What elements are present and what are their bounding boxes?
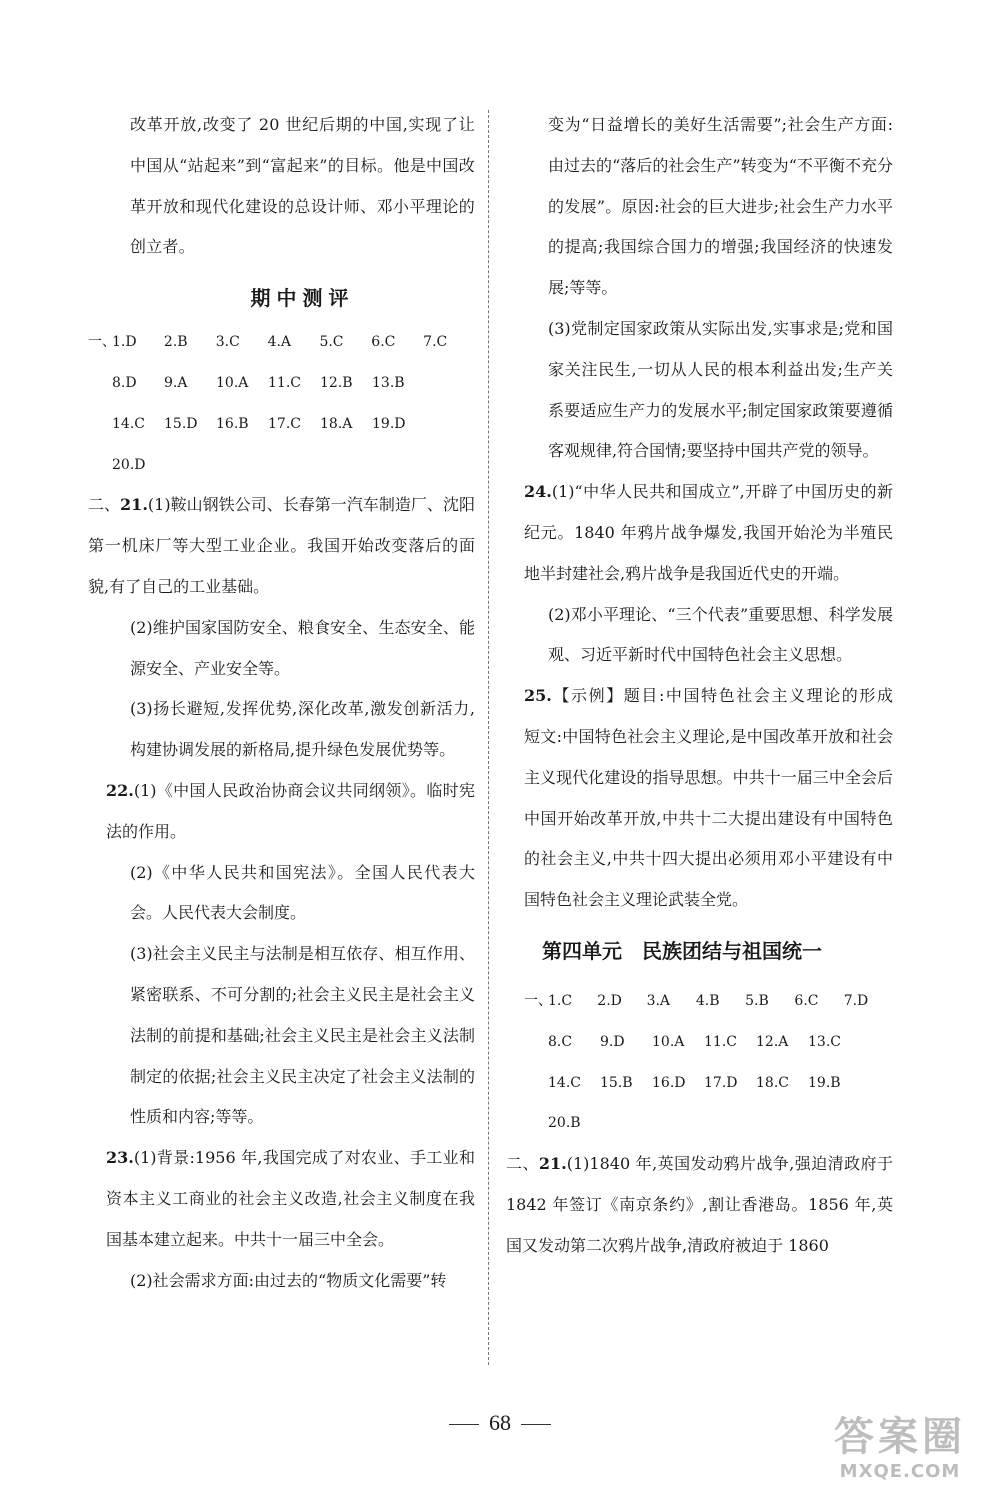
site-watermark-logo: 答案圈 MXQE.COM xyxy=(834,1414,966,1482)
mc-answer: 18.A xyxy=(320,415,353,432)
mc-answer: 9.A xyxy=(164,374,188,391)
mc-answer: 16.D xyxy=(652,1074,686,1091)
mc-answer: 8.D xyxy=(112,374,137,391)
section-title-midterm: 期中测评 xyxy=(250,286,355,311)
q24-part2: (2)邓小平理论、“三个代表”重要思想、科学发展观、习近平新时代中国特色社会主义思想。 xyxy=(548,604,893,665)
right-column xyxy=(506,105,910,1267)
mc-answer: 20.D xyxy=(112,456,146,473)
mc-answer: 10.A xyxy=(652,1033,685,1050)
mc-answer: 12.B xyxy=(320,374,353,391)
q22-part2: (2)《中华人民共和国宪法》。全国人民代表大会。人民代表大会制度。 xyxy=(130,862,475,923)
mc-answers-unit4 xyxy=(524,981,893,1144)
mc-answer: 19.B xyxy=(808,1074,841,1091)
mc-answer: 15.D xyxy=(164,415,198,432)
intro-paragraph: 改革开放,改变了 20 世纪后期的中国,实现了让中国从“站起来”到“富起来”的目标。他是中国改革开放和现代化建设的总设计师、邓小平理论的创立者。 xyxy=(130,115,475,257)
mc-answer: 10.A xyxy=(216,374,249,391)
mc-answer: 18.C xyxy=(756,1074,789,1091)
mc-answer: 6.C xyxy=(371,334,396,351)
mc-row xyxy=(88,363,475,404)
q23-part2-cont: 变为“日益增长的美好生活需要”;社会生产方面:由过去的“落后的社会生产”转变为“不平衡不充分的发展”。原因:社会的巨大进步;社会生产力水平的提高;我国综合国力的增强;我国经济的快速发展;等等。 xyxy=(548,115,893,298)
mc-answer: 16.B xyxy=(216,415,249,432)
mc-answer: 17.D xyxy=(704,1074,738,1091)
question-25: 25.【示例】题目:中国特色社会主义理论的形成 短文:中国特色社会主义理论,是中国改革开放和社会主义现代化建设的指导思想。中共十一届三中全会后中国开始改革开放,中共十二大提出建设有中国特色的社会主义,中共十四大提出必须用邓小平建设有中国特色社会主义理论武装全党。 xyxy=(524,686,910,910)
mc-answer: 9.D xyxy=(600,1033,625,1050)
mc-answer: 20.B xyxy=(548,1115,581,1132)
page-number-dash-right xyxy=(521,1424,551,1425)
mc-answer: 3.A xyxy=(646,992,671,1009)
mc-row xyxy=(524,1103,893,1144)
question-22: 22.(1)《中国人民政治协商会议共同纲领》。临时宪法的作用。 xyxy=(106,780,475,841)
mc-answer: 1.C xyxy=(548,992,573,1009)
mc-answer: 5.C xyxy=(319,334,344,351)
q23-part3: (3)党制定国家政策从实际出发,实事求是;党和国家关注民生,一切从人民的根本利益出发;生产关系要适应生产力的发展水平;制定国家政策要遵循客观规律,符合国情;要坚持中国共产党的领导。 xyxy=(548,318,893,461)
mc-answers-midterm xyxy=(88,322,475,485)
mc-answer: 4.A xyxy=(267,334,292,351)
mc-answer: 5.B xyxy=(745,992,769,1009)
mc-row xyxy=(524,1022,893,1063)
mc-answer: 4.B xyxy=(695,992,720,1009)
mc-answer: 14.C xyxy=(112,415,145,432)
question-21: 二、21.(1)鞍山钢铁公司、长春第一汽车制造厂、沈阳第一机床厂等大型工业企业。我国开始改变落后的面貌,有了自己的工业基础。 xyxy=(88,495,475,596)
mc-row xyxy=(88,445,475,486)
q22-part3: (3)社会主义民主与法制是相互依存、相互作用、紧密联系、不可分割的;社会主义民主是社会主义法制的前提和基础;社会主义民主是社会主义法制制定的依据;社会主义民主决定了社会主义法制的性质和内容;等等。 xyxy=(130,944,475,1127)
mc-answer: 12.A xyxy=(756,1033,789,1050)
mc-answer: 19.D xyxy=(372,415,406,432)
mc-answer: 2.D xyxy=(597,992,622,1009)
mc-answer: 17.C xyxy=(268,415,301,432)
mc-answer: 8.C xyxy=(548,1033,573,1050)
mc-row: 一、 1.C 2.D 3.A 4.B 5.B 6.C 7.D xyxy=(524,981,893,1022)
page-number-dash-left xyxy=(449,1424,479,1425)
mc-row: 一、 1.D 2.B 3.C 4.A 5.C 6.C 7.C xyxy=(88,322,475,363)
unit-four-title: 第四单元 民族团结与祖国统一 xyxy=(542,938,822,963)
mc-row xyxy=(524,1063,893,1104)
unit4-question-21: 二、21.(1)1840 年,英国发动鸦片战争,强迫清政府于 1842 年签订《南京条约》,割让香港岛。1856 年,英国又发动第二次鸦片战争,清政府被迫于 1860 xyxy=(506,1154,893,1255)
mc-answer: 7.C xyxy=(423,334,448,351)
mc-answer: 13.C xyxy=(808,1033,841,1050)
left-column xyxy=(88,105,475,1301)
q23-part2-start: (2)社会需求方面:由过去的“物质文化需要”转 xyxy=(130,1270,447,1290)
mc-answer: 1.D xyxy=(112,334,137,351)
question-24: 24.(1)“中华人民共和国成立”,开辟了中国历史的新纪元。1840 年鸦片战争爆发,我国开始沦为半殖民地半封建社会,鸦片战争是我国近代史的开端。 xyxy=(524,482,893,583)
mc-answer: 11.C xyxy=(704,1033,737,1050)
mc-answer: 14.C xyxy=(548,1074,581,1091)
mc-answer: 7.D xyxy=(843,992,869,1009)
mc-answer: 3.C xyxy=(215,334,240,351)
mc-answer: 2.B xyxy=(163,334,188,351)
mc-answer: 11.C xyxy=(268,374,301,391)
q21-part3: (3)扬长避短,发挥优势,深化改革,激发创新活力,构建协调发展的新格局,提升绿色发展优势等。 xyxy=(130,699,475,760)
mc-answer: 15.B xyxy=(600,1074,633,1091)
page-number: 68 xyxy=(0,1410,1000,1436)
mc-answer: 6.C xyxy=(794,992,819,1009)
column-divider xyxy=(488,110,489,1365)
q21-part2: (2)维护国家国防安全、粮食安全、生态安全、能源安全、产业安全等。 xyxy=(130,617,475,678)
mc-row xyxy=(88,404,475,445)
mc-answer: 13.B xyxy=(372,374,405,391)
question-23: 23.(1)背景:1956 年,我国完成了对农业、手工业和资本主义工商业的社会主义改造,社会主义制度在我国基本建立起来。中共十一届三中全会。 xyxy=(106,1148,475,1249)
